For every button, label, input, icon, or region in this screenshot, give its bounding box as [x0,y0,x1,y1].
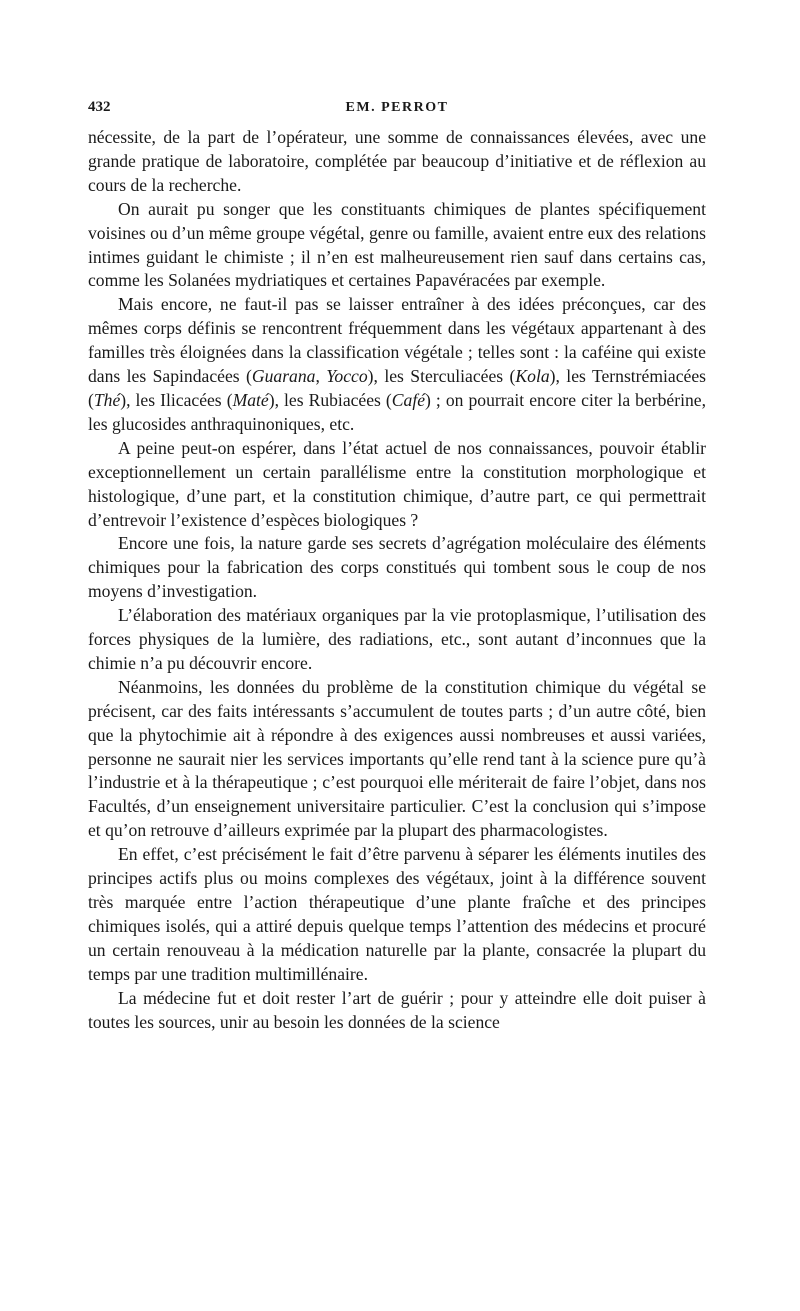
plant-name: Maté [232,389,269,410]
page-header [88,96,706,126]
paragraph [88,293,706,436]
text-run: ), les Sterculiacées ( [367,366,516,387]
paragraph: nécessite, de la part de l’opérateur, une somme de connaissances élevées, avec une grande pratique de laboratoire, complétée par beaucoup d’initiative et de réflexion au cours de la recherche. [88,127,706,195]
text-run: , [315,366,327,387]
paragraph: En effet, c’est précisément le fait d’être parvenu à séparer les éléments inutiles des principes actifs plus ou moins complexes des végétaux, joint à la différence souvent très marquée entre l’action thérapeutique d’une plante fraîche et des principes chimiques isolés, qui a attiré depuis quelque temps l’attention des médecins et procuré un certain renouveau à la médication naturelle par la plante, consacrée la plupart du temps par une tradition multimillénaire. [88,844,706,984]
text-run: ), les Ilicacées ( [120,389,233,410]
page-number: 432 [88,99,111,115]
plant-name: Café [391,389,426,410]
book-page [88,96,706,1034]
text-run: ) ; on pourrait encore citer la berbérine, les glucosides anthraquinoniques, etc. [88,389,706,434]
paragraph: L’élaboration des matériaux organiques par la vie protoplasmique, l’utilisation des forces physiques de la lumière, des radiations, etc., sont autant d’inconnues que la chimie n’a pu découvrir encore. [88,605,706,673]
plant-name: Guarana [251,366,316,387]
text-run: Mais encore, ne faut-il pas se laisser entraîner à des idées préconçues, car des mêmes corps définis se rencontrent fréquemment dans les végétaux appartenant à des familles très éloignées dans la classification végétale ; telles sont : la caféine qui existe dans les Sapindacées ( [88,294,706,387]
plant-name: Kola [515,366,550,387]
plant-name: Thé [93,389,121,410]
body-text [88,126,706,1034]
text-run: ), les Rubiacées ( [268,389,392,410]
text-run: ), les Ternstrémiacées ( [88,366,706,410]
paragraph: La médecine fut et doit rester l’art de guérir ; pour y atteindre elle doit puiser à toutes les sources, unir au besoin les données de la science [88,987,706,1032]
running-head: EM. PERROT [345,100,449,115]
plant-name: Yocco [326,366,368,387]
paragraph: On aurait pu songer que les constituants chimiques de plantes spécifiquement voisines ou d’un même groupe végétal, genre ou famille, avaient entre eux des relations intimes guidant le chimiste ; il n’en est malheureusement rien sauf dans certains cas, comme les Solanées mydriatiques et certaines Papavéracées par exemple. [88,198,707,291]
paragraph: A peine peut-on espérer, dans l’état actuel de nos connaissances, pouvoir établir exceptionnellement un certain parallélisme entre la constitution morphologique et histologique, d’une part, et la constitution chimique, d’autre part, ce qui permettrait d’entrevoir l’existence d’espèces biologiques ? [88,437,706,530]
paragraph: Encore une fois, la nature garde ses secrets d’agrégation moléculaire des éléments chimiques pour la fabrication des corps constitués qui tombent sous le coup de nos moyens d’investigation. [88,533,706,602]
paragraph: Néanmoins, les données du problème de la constitution chimique du végétal se précisent, car des faits intéressants s’accumulent de toutes parts ; d’un autre côté, bien que la phytochimie ait à répondre à des exigences aussi nombreuses et aussi variées, personne ne saurait nier les services importants qu’elle rend tant à la science pure qu’à l’industrie et à la thérapeutique ; c’est pourquoi elle mériterait de faire l’objet, dans nos Facultés, d’un enseignement universitaire particulier. C’est la conclusion qui s’impose et qu’on retrouve d’ailleurs exprimée par la plupart des pharmacologistes. [88,676,706,841]
